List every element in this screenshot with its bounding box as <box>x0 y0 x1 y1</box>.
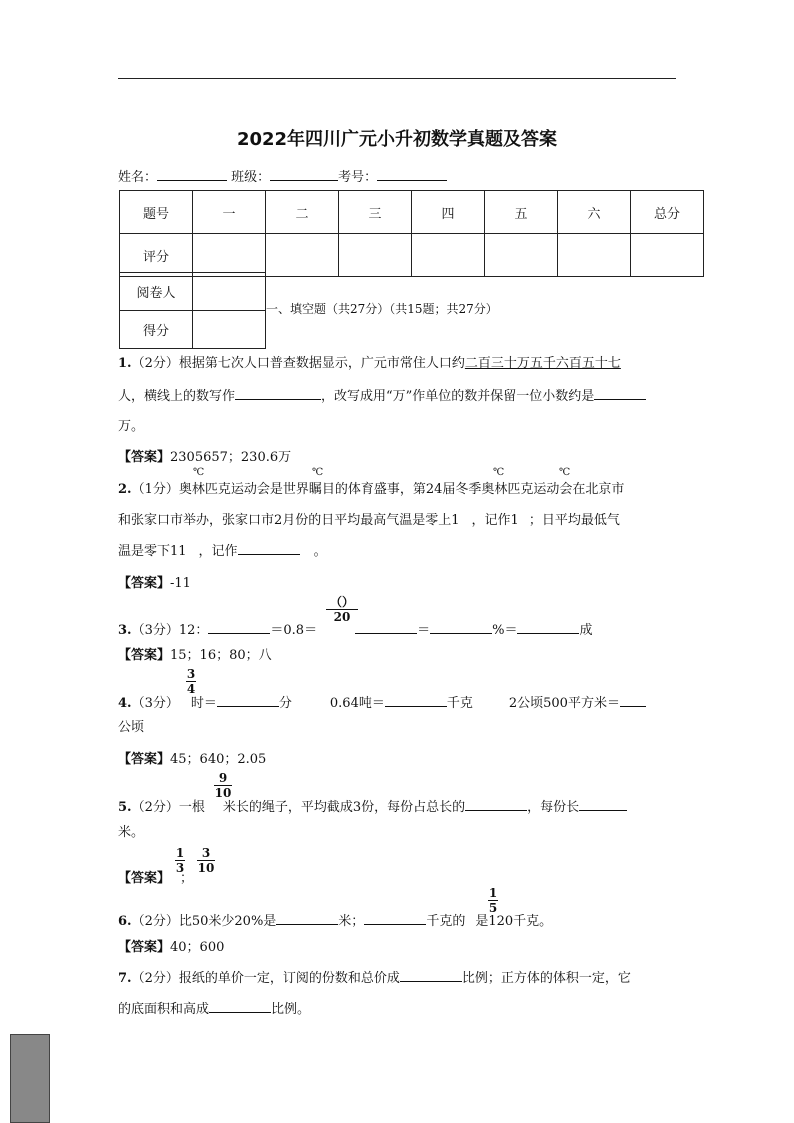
q5-blank-2[interactable] <box>579 797 627 811</box>
q7-blank-1[interactable] <box>400 968 462 982</box>
number-label: 考号： <box>338 170 378 185</box>
page-title: 2022年四川广元小升初数学真题及答案 <box>236 129 558 150</box>
answer-label: 【答案】 <box>118 450 171 465</box>
q5-answer <box>118 867 193 886</box>
q3-text-b: ＝0.8＝ <box>270 623 318 638</box>
name-field[interactable] <box>157 167 227 181</box>
q3-text-c: ＝ <box>417 623 431 638</box>
q1-line2 <box>118 385 646 404</box>
q5-number: 5. <box>118 800 132 815</box>
q1-text-c: ，改写成用“万”作单位的数并保留一位小数约是 <box>321 389 595 404</box>
q2-text-e: 温是零下11 <box>118 544 187 559</box>
q4-text-e: 2公顷500平方米＝ <box>508 696 620 711</box>
row-label: 评分 <box>120 234 193 277</box>
q5-text-c: ，每份长 <box>527 800 580 815</box>
section-title: 一、填空题（共27分）（共15题；共27分） <box>266 302 498 316</box>
q1-blank-2[interactable] <box>594 386 646 400</box>
q4-points: （3分） <box>131 696 179 711</box>
reviewer-cell[interactable] <box>193 273 266 311</box>
q5-points: （2分） <box>131 800 179 815</box>
q3-number: 3. <box>118 623 132 638</box>
q5-ans2-denominator: 10 <box>197 861 215 875</box>
header-cell: 题号 <box>120 191 193 234</box>
header-cell: 三 <box>339 191 412 234</box>
q3-blank-3[interactable] <box>430 620 492 634</box>
q3-blank-2[interactable] <box>355 620 417 634</box>
q1-points: （2分） <box>131 356 179 371</box>
answer-label: 【答案】 <box>118 752 171 767</box>
header-cell: 四 <box>412 191 485 234</box>
q5-blank-1[interactable] <box>465 797 527 811</box>
answer-label: 【答案】 <box>118 648 171 663</box>
q5-frac-denominator: 10 <box>214 786 232 800</box>
q2-text-g: 。 <box>313 544 327 559</box>
q1-blank-1[interactable] <box>235 386 321 400</box>
header-rule <box>118 78 676 79</box>
celsius-mark: ℃ <box>559 467 571 478</box>
q1-answer-value: 2305657；230.6万 <box>170 450 292 465</box>
side-binding-strip <box>10 1034 50 1123</box>
q6-frac-numerator: 1 <box>488 886 498 900</box>
q5-ans1-numerator: 1 <box>175 846 185 860</box>
q4-blank-3[interactable] <box>620 693 646 707</box>
q5-line1 <box>118 796 627 815</box>
q5-frac-numerator: 9 <box>218 771 228 785</box>
q1-text-b: 人，横线上的数写作 <box>118 389 236 404</box>
q6-text-c: 千克的 <box>426 914 466 929</box>
q3-frac-numerator: （） <box>329 595 354 609</box>
q3-text-d: %＝ <box>492 623 518 638</box>
q3-frac-denominator: 20 <box>326 609 358 624</box>
q2-text-a: 奥林匹克运动会是世界瞩目的体育盛事，第24届冬季奥林匹克运动会在北京市 <box>178 482 625 497</box>
q4-frac-numerator: 3 <box>186 667 196 681</box>
grader-table <box>119 272 266 349</box>
grader-score-cell[interactable] <box>193 311 266 349</box>
q2-text-f: ，记作 <box>198 544 238 559</box>
score-cell[interactable] <box>558 234 631 277</box>
score-cell[interactable] <box>631 234 704 277</box>
q4-text-d: 千克 <box>446 696 473 711</box>
q4-text-f: 公顷 <box>118 720 145 735</box>
header-cell: 总分 <box>631 191 704 234</box>
score-table-header-row <box>120 191 704 234</box>
q3-text-e: 成 <box>579 623 593 638</box>
q3-points: （3分） <box>131 623 179 638</box>
celsius-mark: ℃ <box>493 467 505 478</box>
q3-answer-value: 15；16；80；八 <box>170 648 272 663</box>
score-cell[interactable] <box>193 234 266 277</box>
q6-text-b: 米； <box>338 914 365 929</box>
q7-text-d: 比例。 <box>271 1002 311 1017</box>
q2-text-b: 和张家口市举办，张家口市2月份的日平均最高气温是零上1 <box>118 513 460 528</box>
q5-text-d: 米。 <box>118 825 145 840</box>
q7-blank-2[interactable] <box>209 999 271 1013</box>
q5-ans1-denominator: 3 <box>175 861 185 875</box>
score-cell[interactable] <box>339 234 412 277</box>
q6-answer <box>118 936 224 955</box>
celsius-mark: ℃ <box>312 467 324 478</box>
q6-text-a: 比50米少20%是 <box>178 914 277 929</box>
q3-blank-1[interactable] <box>208 620 270 634</box>
q1-answer <box>118 446 291 465</box>
answer-label: 【答案】 <box>118 940 171 955</box>
q7-number: 7. <box>118 971 132 986</box>
reviewer-label: 阅卷人 <box>120 273 193 311</box>
q6-frac-denominator: 5 <box>488 901 498 915</box>
grader-score-label: 得分 <box>120 311 193 349</box>
q7-line1 <box>118 967 631 986</box>
q3-line <box>118 619 592 638</box>
q4-number: 4. <box>118 696 132 711</box>
q4-line1 <box>118 692 646 711</box>
q7-text-c: 的底面积和高成 <box>118 1002 210 1017</box>
q2-line1 <box>118 478 624 497</box>
q7-text-a: 报纸的单价一定，订阅的份数和总价成 <box>178 971 400 986</box>
q4-blank-2[interactable] <box>385 693 447 707</box>
q6-points: （2分） <box>131 914 179 929</box>
q5-ans2-numerator: 3 <box>201 846 211 860</box>
q6-line <box>118 910 552 929</box>
header-cell: 二 <box>266 191 339 234</box>
class-field[interactable] <box>270 167 338 181</box>
q1-line1 <box>118 352 621 371</box>
q3-text-a: 12： <box>178 623 209 638</box>
q2-text-d: ；日平均最低气 <box>528 513 620 528</box>
celsius-mark: ℃ <box>193 467 205 478</box>
q4-answer-value: 45；640；2.05 <box>170 752 267 767</box>
q2-number: 2. <box>118 482 132 497</box>
q6-blank-2[interactable] <box>364 911 426 925</box>
q6-blank-1[interactable] <box>276 911 338 925</box>
q4-blank-1[interactable] <box>217 693 279 707</box>
q4-text-b: 分 <box>278 696 292 711</box>
q1-text-a: 根据第七次人口普查数据显示，广元市常住人口约 <box>178 356 465 371</box>
q3-answer <box>118 644 272 663</box>
q6-text-d: 是120千克。 <box>475 914 553 929</box>
score-table-score-row <box>120 234 704 277</box>
q7-points: （2分） <box>131 971 179 986</box>
q1-underlined-number: 二百三十万五千六百五十七 <box>464 356 621 371</box>
q2-line3 <box>118 540 327 559</box>
q2-text-c: ，记作1 <box>471 513 519 528</box>
class-label: 班级： <box>231 170 271 185</box>
q2-line2 <box>118 509 620 528</box>
header-cell: 五 <box>485 191 558 234</box>
q2-blank[interactable] <box>238 541 300 555</box>
header-cell: 六 <box>558 191 631 234</box>
q5-answer-sep: ； <box>180 871 194 886</box>
q5-text-b: 米长的绳子，平均截成3份，每份占总长的 <box>222 800 466 815</box>
q4-text-c: 0.64吨＝ <box>329 696 385 711</box>
student-info-line <box>118 166 447 185</box>
number-field[interactable] <box>377 167 447 181</box>
q1-number: 1. <box>118 356 132 371</box>
q2-answer <box>118 572 191 591</box>
q3-blank-4[interactable] <box>517 620 579 634</box>
q2-points: （1分） <box>131 482 179 497</box>
answer-label: 【答案】 <box>118 871 171 886</box>
q4-text-a: 时＝ <box>190 696 217 711</box>
q7-line2 <box>118 998 310 1017</box>
q2-answer-value: -11 <box>170 576 191 591</box>
name-label: 姓名： <box>118 170 158 185</box>
q4-frac-denominator: 4 <box>186 682 196 696</box>
score-cell[interactable] <box>266 234 339 277</box>
q6-answer-value: 40；600 <box>170 940 225 955</box>
header-cell: 一 <box>193 191 266 234</box>
score-table <box>119 190 704 277</box>
q1-text-d: 万。 <box>118 419 145 434</box>
score-cell[interactable] <box>412 234 485 277</box>
q6-number: 6. <box>118 914 132 929</box>
answer-label: 【答案】 <box>118 576 171 591</box>
q7-text-b: 比例；正方体的体积一定，它 <box>461 971 631 986</box>
q4-answer <box>118 748 266 767</box>
q5-answer-fraction-2 <box>197 846 215 875</box>
score-cell[interactable] <box>485 234 558 277</box>
q5-text-a: 一根 <box>178 800 205 815</box>
